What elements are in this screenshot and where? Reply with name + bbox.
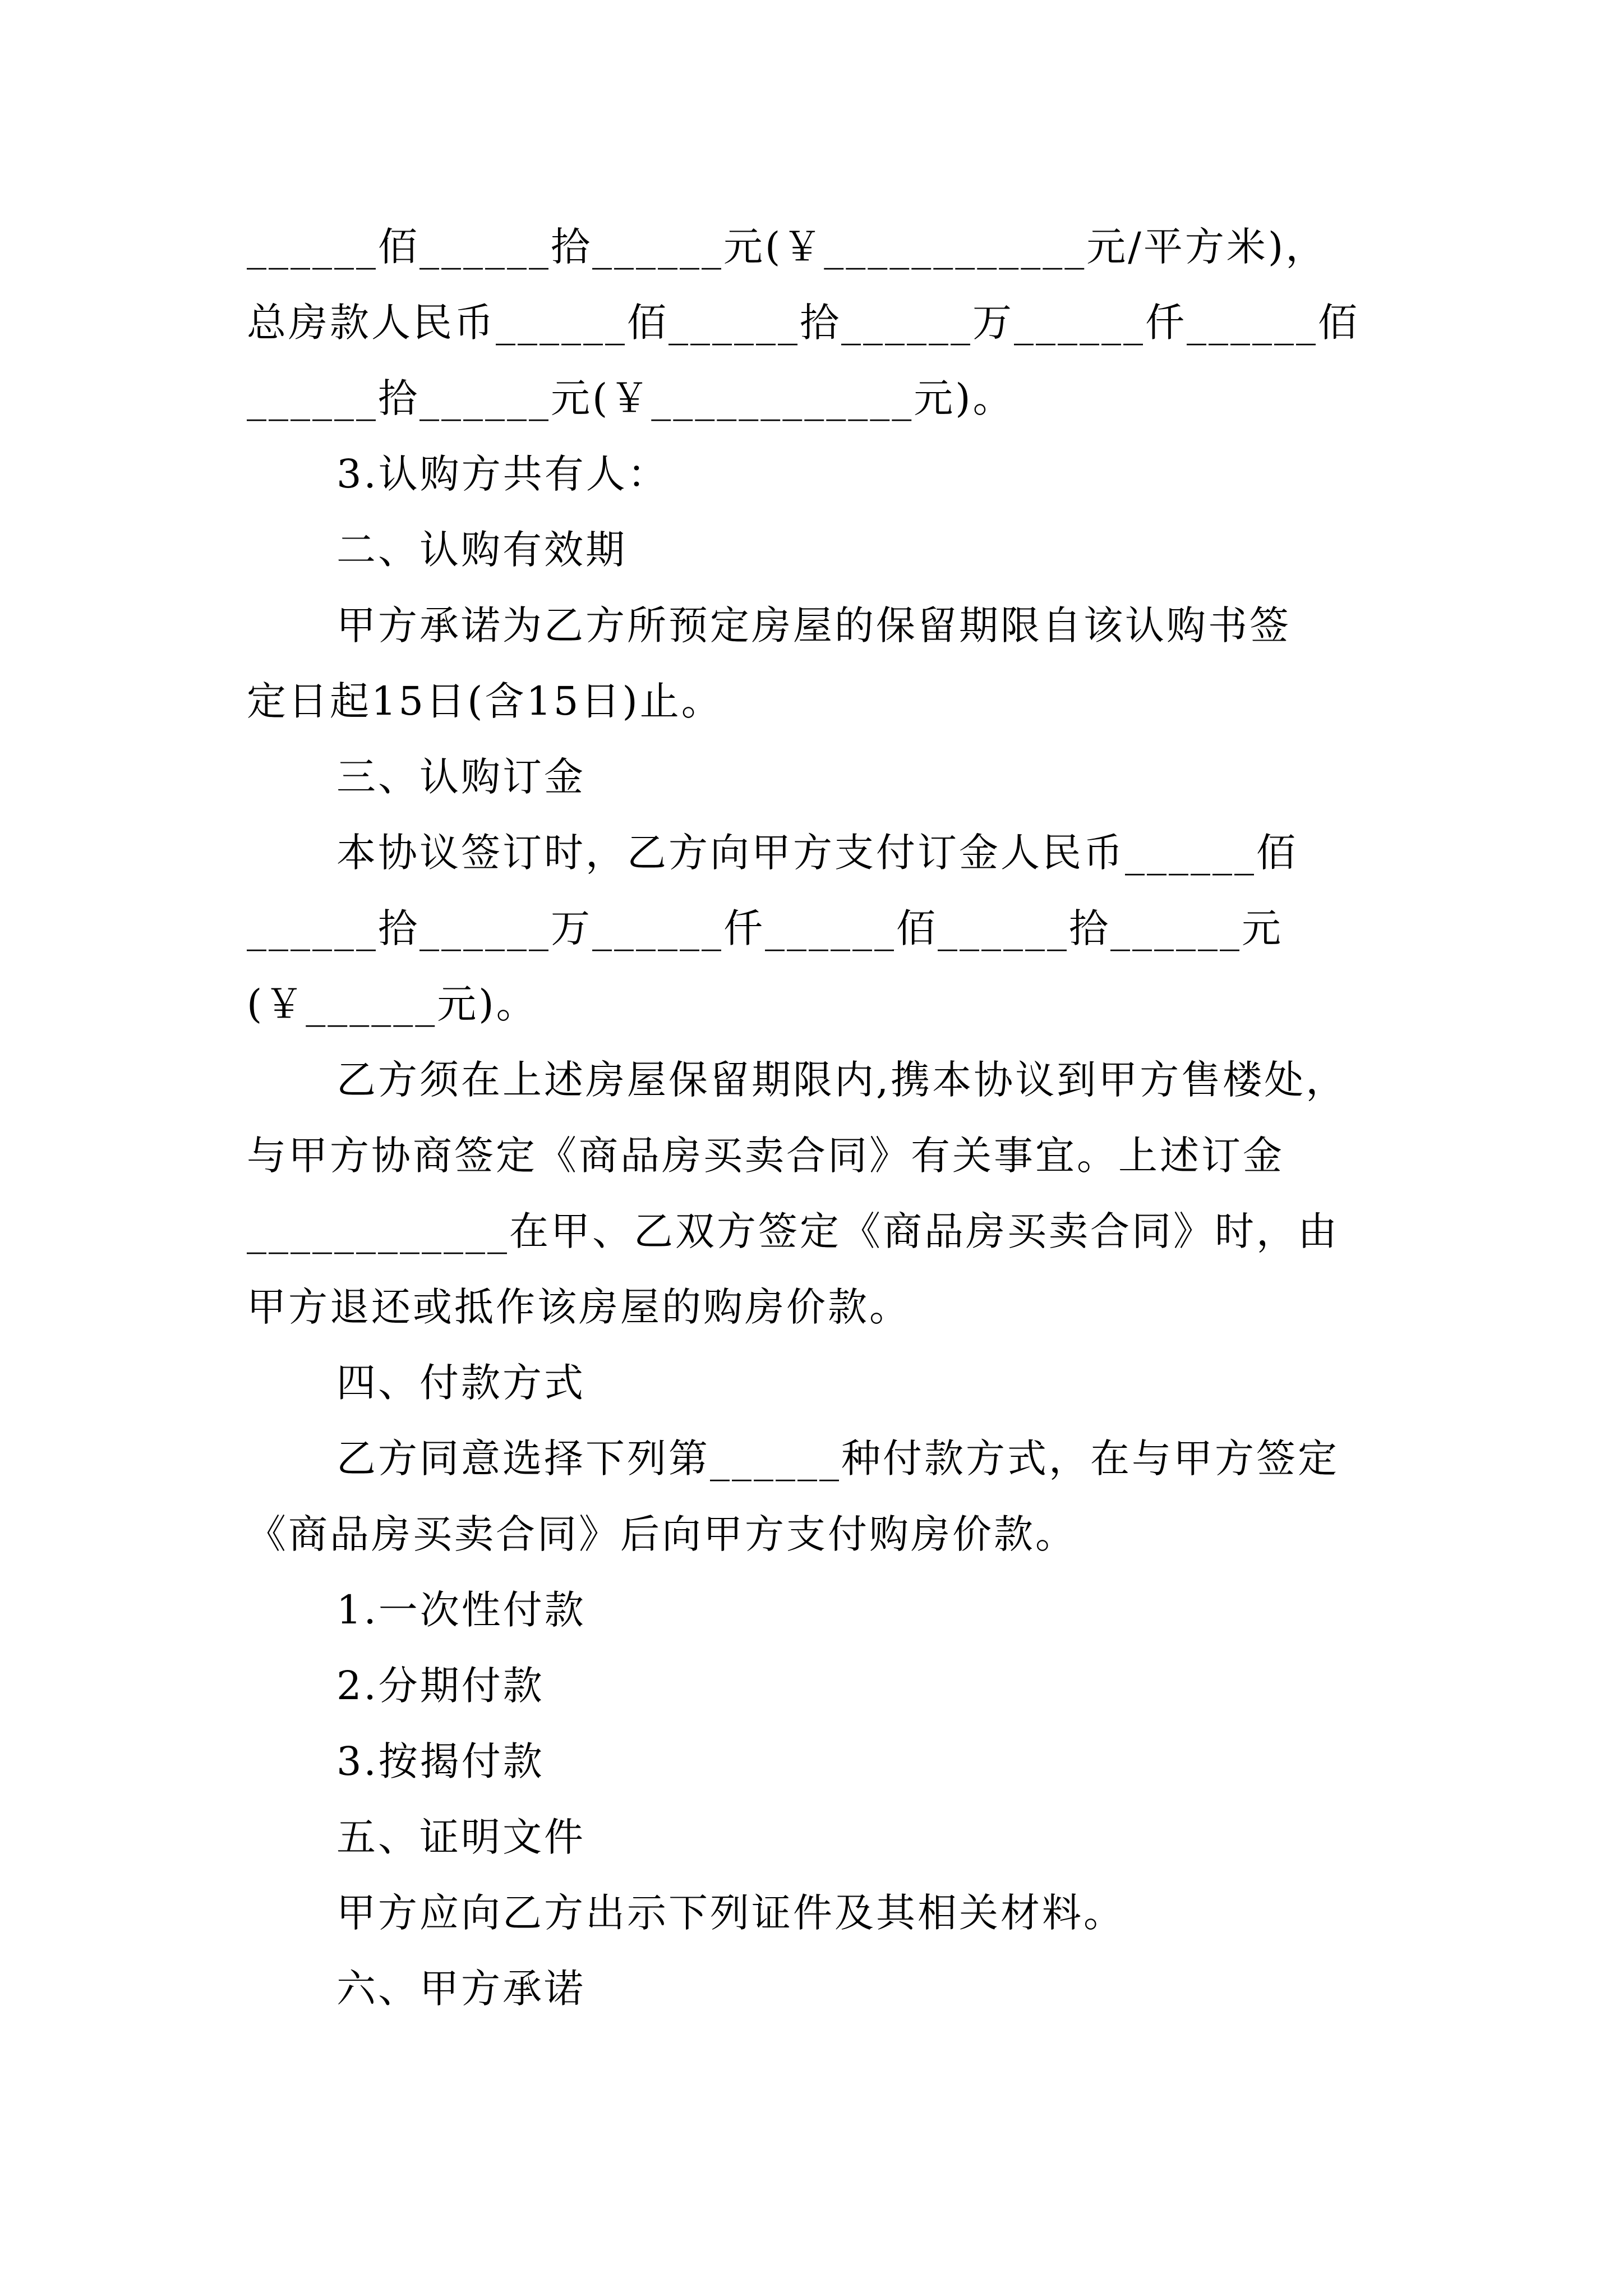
list-item-mortgage: 3.按揭付款 — [336, 1738, 545, 1784]
text-line-payment-1: 乙方同意选择下列第______种付款方式，在与甲方签定 — [336, 1435, 1339, 1481]
text-line-contract-2: 与甲方协商签定《商品房买卖合同》有关事宜。上述订金 — [247, 1133, 1284, 1179]
text-line-co-owners: 3.认购方共有人： — [336, 451, 669, 497]
text-line-deposit-3: (￥______元)。 — [247, 981, 538, 1027]
text-line-validity-2: 定日起15日(含15日)止。 — [247, 678, 723, 724]
list-item-lump-sum: 1.一次性付款 — [336, 1587, 586, 1633]
text-line-documents: 甲方应向乙方出示下列证件及其相关材料。 — [336, 1890, 1125, 1936]
section-heading-promise: 六、甲方承诺 — [336, 1966, 585, 2012]
text-line-contract-1: 乙方须在上述房屋保留期限内,携本协议到甲方售楼处， — [336, 1057, 1348, 1103]
text-line-unit-price: ______佰______拾______元(￥____________元/平方米)， — [247, 224, 1327, 270]
section-heading-deposit: 三、认购订金 — [336, 754, 585, 800]
text-line-contract-4: 甲方退还或抵作该房屋的购房价款。 — [247, 1284, 911, 1330]
list-item-installment: 2.分期付款 — [336, 1663, 545, 1709]
text-line-deposit-2: ______拾______万______仟______佰______拾______元 — [247, 905, 1283, 951]
text-line-deposit-1: 本协议签订时，乙方向甲方支付订金人民币______佰 — [336, 830, 1298, 876]
section-heading-documents: 五、证明文件 — [336, 1814, 585, 1860]
text-line-payment-2: 《商品房买卖合同》后向甲方支付购房价款。 — [247, 1511, 1077, 1557]
text-line-total-price: 总房款人民币______佰______拾______万______仟______佰 — [247, 300, 1359, 346]
text-line-contract-3: ____________在甲、乙双方签定《商品房买卖合同》时，由 — [247, 1208, 1339, 1254]
section-heading-payment: 四、付款方式 — [336, 1360, 585, 1406]
text-line-validity-1: 甲方承诺为乙方所预定房屋的保留期限自该认购书签 — [336, 602, 1291, 648]
section-heading-validity: 二、认购有效期 — [336, 527, 627, 573]
text-line-total-price-cont: ______拾______元(￥____________元)。 — [247, 375, 1015, 421]
